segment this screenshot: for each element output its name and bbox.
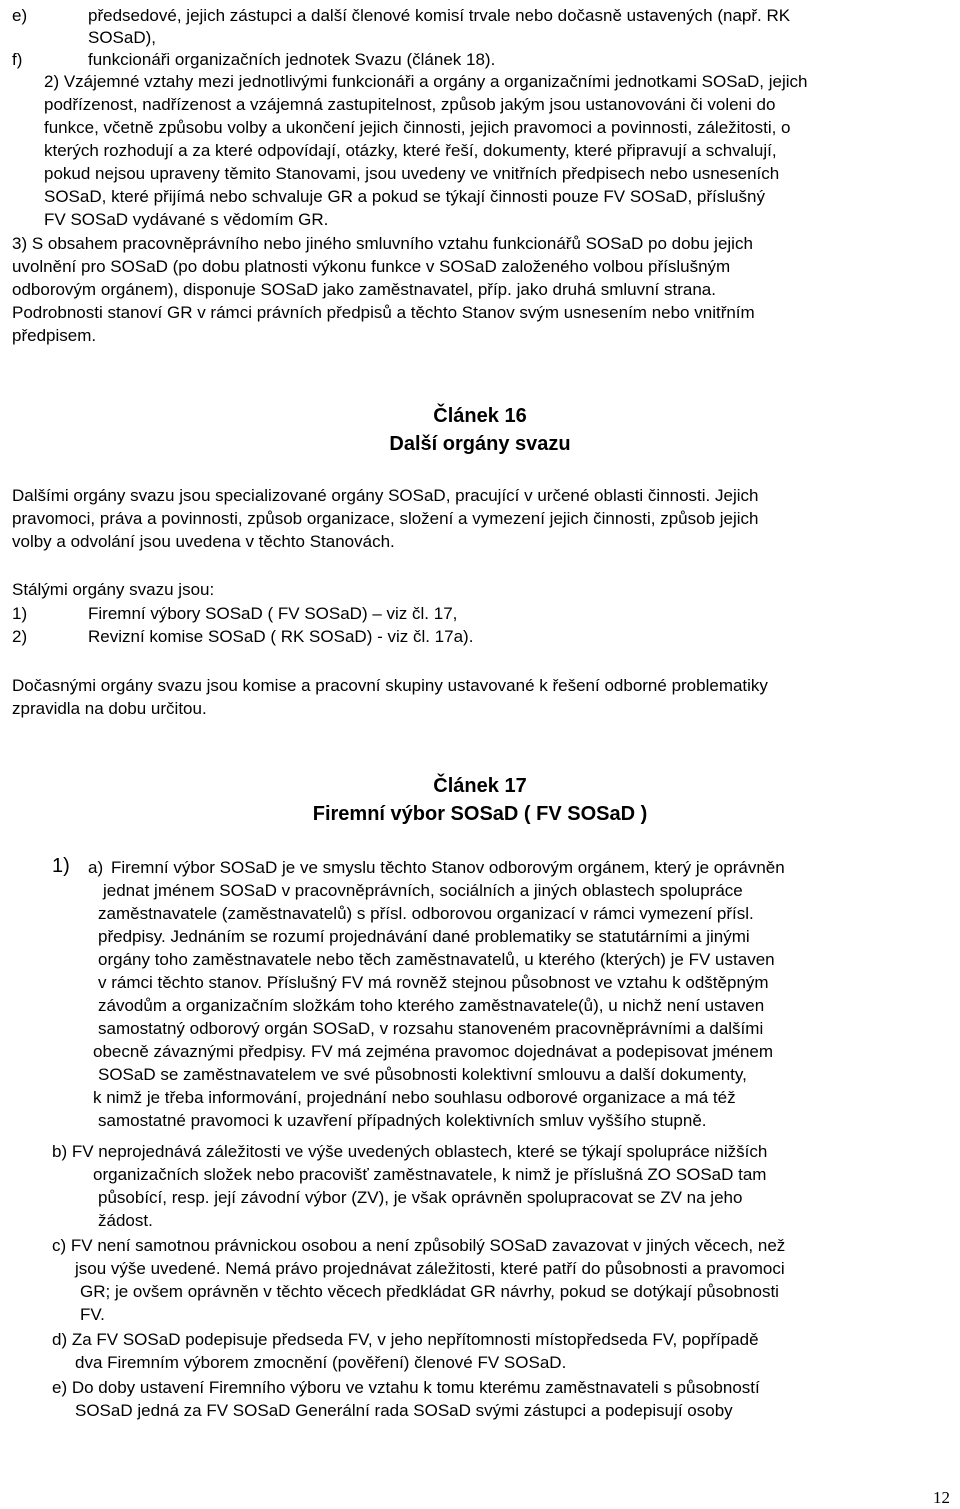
item-a-line: obecně závaznými předpisy. FV má zejména pravomoc dojednávat a podepisovat jménem bbox=[93, 1042, 774, 1061]
para-2-line: podřízenost, nadřízenost a vzájemná zastupitelnost, způsob jakým jsou ustanovováni či voleni do bbox=[44, 95, 776, 114]
article-17-number: Článek 17 bbox=[433, 775, 527, 797]
item-a-line: závodům a organizačním složkám toho kterého zaměstnavatele(ů), u nichž není ustaven bbox=[98, 996, 765, 1015]
temporary-line: Dočasnými orgány svazu jsou komise a pracovní skupiny ustavované k řešení odborné problematiky bbox=[12, 676, 768, 695]
article-16-number: Článek 16 bbox=[433, 405, 527, 427]
item-c-line: GR; je ovšem oprávněn v těchto věcech předkládat GR návrhy, pokud se dotýkají působnosti bbox=[80, 1282, 779, 1301]
item-c-line: jsou výše uvedené. Nemá právo projednávat záležitosti, které patří do působnosti a pravomoci bbox=[75, 1259, 785, 1278]
para-2-line: 2) Vzájemné vztahy mezi jednotlivými funkcionáři a orgány a organizačními jednotkami SOSaD, jejich bbox=[44, 72, 808, 91]
item-a-label: a) bbox=[88, 858, 104, 877]
article-16-intro-line: volby a odvolání jsou uvedena v těchto Stanovách. bbox=[12, 532, 395, 551]
para-3-line: 3) S obsahem pracovněprávního nebo jiného smluvního vztahu funkcionářů SOSaD po dobu jejich bbox=[12, 234, 753, 253]
item-a-line: orgány toho zaměstnavatele nebo těch zaměstnavatelů, u kterého (kterých) je FV ustaven bbox=[98, 950, 775, 969]
list-item-e-line-2: SOSaD), bbox=[88, 28, 157, 47]
para-3-line: předpisem. bbox=[12, 326, 97, 345]
list-label-f: f) bbox=[12, 50, 23, 69]
item-a-line: předpisy. Jednáním se rozumí projednávání dané problematiky se statutárními a jinými bbox=[98, 927, 750, 946]
item-c-line: FV. bbox=[80, 1305, 105, 1324]
para-2-line: kterých rozhodují a za které odpovídají, otázky, které řeší, dokumenty, které připravují a schvalují, bbox=[44, 141, 777, 160]
standing-heading: Stálými orgány svazu jsou: bbox=[12, 580, 215, 599]
standing-item-num: 1) bbox=[12, 604, 28, 623]
article-16-title: Další orgány svazu bbox=[389, 433, 571, 455]
para-2-line: pokud nejsou upraveny těmito Stanovami, jsou uvedeny ve vnitřních předpisech nebo usneseních bbox=[44, 164, 780, 183]
item-a-line: Firemní výbor SOSaD je ve smyslu těchto Stanov odborovým orgánem, který je oprávněn bbox=[111, 858, 785, 877]
article-16-intro-line: pravomoci, práva a povinnosti, způsob organizace, složení a vymezení jejich činnosti, způsob jejich bbox=[12, 509, 759, 528]
item-a-line: samostatné pravomoci k uzavření případných kolektivních smluv vyššího stupně. bbox=[98, 1111, 707, 1130]
article-17-title: Firemní výbor SOSaD ( FV SOSaD ) bbox=[312, 803, 648, 825]
item-a-line: samostatný odborový orgán SOSaD, v rozsahu stanoveném pracovněprávními a dalšími bbox=[98, 1019, 764, 1038]
item-e-line: e) Do doby ustavení Firemního výboru ve vztahu k tomu kterému zaměstnavateli s působností bbox=[52, 1378, 760, 1397]
para-2-line: FV SOSaD vydávané s vědomím GR. bbox=[44, 210, 329, 229]
page-number: 12 bbox=[933, 1488, 950, 1507]
standing-item-text: Firemní výbory SOSaD ( FV SOSaD) – viz čl. 17, bbox=[88, 604, 458, 623]
standing-item-text: Revizní komise SOSaD ( RK SOSaD) - viz čl. 17a). bbox=[88, 627, 474, 646]
item-b-line: působící, resp. její závodní výbor (ZV), je však oprávněn spolupracovat se ZV na jeho bbox=[98, 1188, 743, 1207]
para-3-line: uvolnění pro SOSaD (po dobu platnosti výkonu funkce v SOSaD založeného volbou příslušným bbox=[12, 257, 731, 276]
item-a-line: v rámci těchto stanov. Příslušný FV má rovněž stejnou působnost ve vztahu k odštěpným bbox=[98, 973, 769, 992]
para-3-line: odborovým orgánem), disponuje SOSaD jako zaměstnavatel, příp. jako druhá smluvní strana. bbox=[12, 280, 716, 299]
article-16-intro-line: Dalšími orgány svazu jsou specializované orgány SOSaD, pracující v určené oblasti činnosti. Jejich bbox=[12, 486, 759, 505]
item-d-line: d) Za FV SOSaD podepisuje předseda FV, v jeho nepřítomnosti místopředseda FV, popřípadě bbox=[52, 1330, 759, 1349]
item-e-line: SOSaD jedná za FV SOSaD Generální rada SOSaD svými zástupci a podepisují osoby bbox=[75, 1401, 733, 1420]
item-a-line: jednat jménem SOSaD v pracovněprávních, sociálních a jiných oblastech spolupráce bbox=[103, 881, 743, 900]
para-2-line: SOSaD, které přijímá nebo schvaluje GR a pokud se týkají činnosti pouze FV SOSaD, příslušný bbox=[44, 187, 765, 206]
para-3-line: Podrobnosti stanoví GR v rámci právních předpisů a těchto Stanov svým usnesením nebo vnitřním bbox=[12, 303, 755, 322]
list-label-e: e) bbox=[12, 6, 28, 25]
list-item-f-line-1: funkcionáři organizačních jednotek Svazu (článek 18). bbox=[88, 50, 496, 69]
item-c-line: c) FV není samotnou právnickou osobou a není způsobilý SOSaD zavazovat v jiných věcech, než bbox=[52, 1236, 786, 1255]
list-item-e-line-1: předsedové, jejich zástupci a další členové komisí trvale nebo dočasně ustavených (např. RK bbox=[88, 6, 791, 25]
standing-item-num: 2) bbox=[12, 627, 28, 646]
item-b-line: žádost. bbox=[98, 1211, 153, 1230]
item-d-line: dva Firemním výborem zmocnění (pověření) členové FV SOSaD. bbox=[75, 1353, 567, 1372]
item-a-line: SOSaD se zaměstnavatelem ve své působnosti kolektivní smlouvu a další dokumenty, bbox=[98, 1065, 747, 1084]
item-b-line: organizačních složek nebo pracovišť zaměstnavatele, k nimž je příslušná ZO SOSaD tam bbox=[93, 1165, 767, 1184]
item-a-line: k nimž je třeba informování, projednání nebo souhlasu odborové organizace a má též bbox=[93, 1088, 736, 1107]
temporary-line: zpravidla na dobu určitou. bbox=[12, 699, 207, 718]
para-2-line: funkce, včetně způsobu volby a ukončení jejich činnosti, jejich pravomoci a povinnosti, záležitosti, o bbox=[44, 118, 791, 137]
item-1-number: 1) bbox=[52, 855, 70, 877]
item-b-line: b) FV neprojednává záležitosti ve výše uvedených oblastech, které se týkají spolupráce nižších bbox=[52, 1142, 768, 1161]
item-a-line: zaměstnavatele (zaměstnavatelů) s přísl. odborovou organizací v rámci vymezení přísl. bbox=[98, 904, 754, 923]
